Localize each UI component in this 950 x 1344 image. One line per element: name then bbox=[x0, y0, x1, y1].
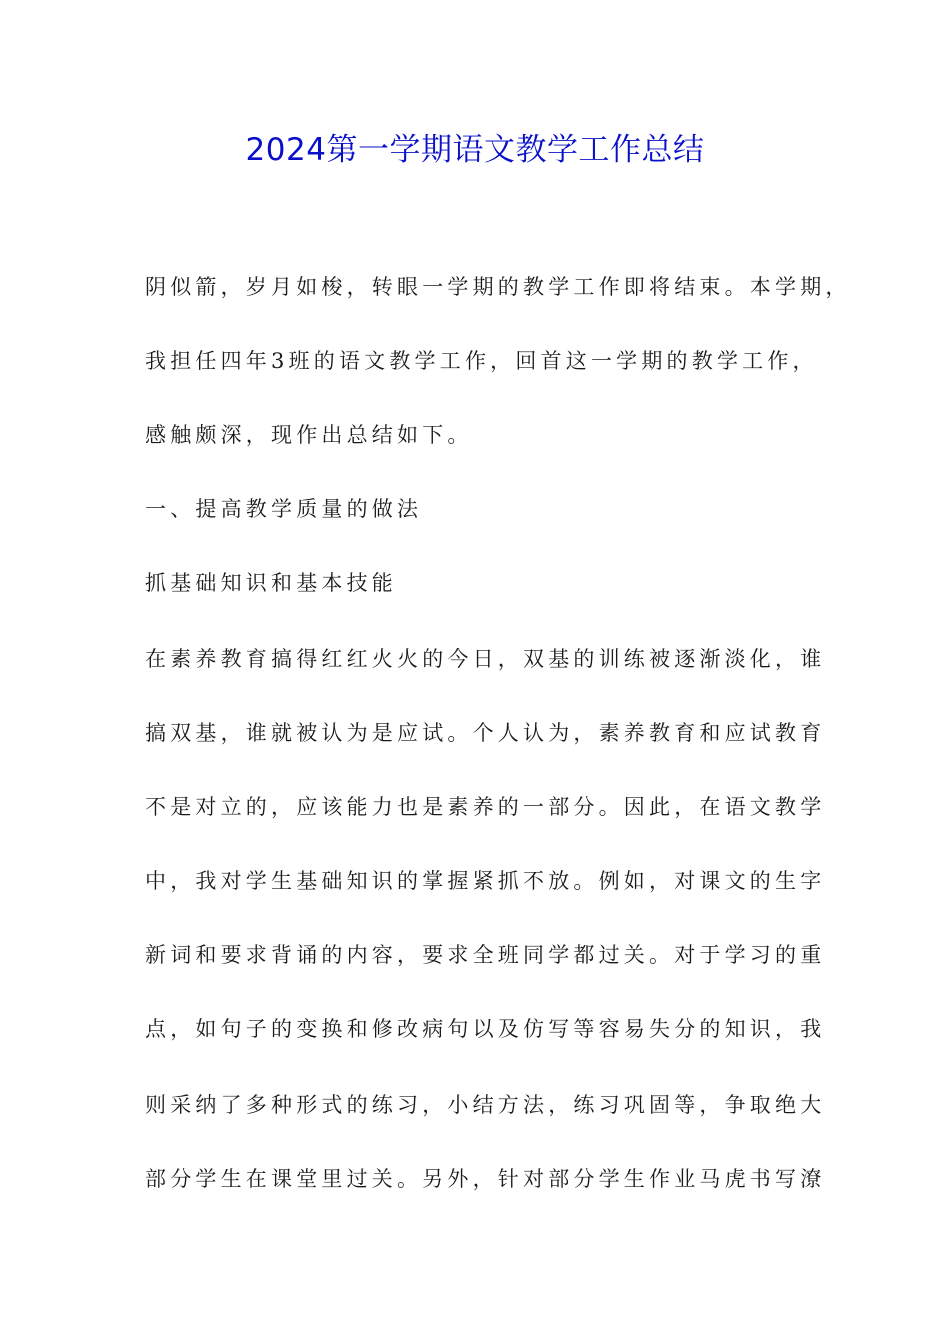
paragraph-line: 搞双基，谁就被认为是应试。个人认为，素养教育和应试教育 bbox=[145, 721, 826, 745]
paragraph-line: 在素养教育搞得红红火火的今日，双基的训练被逐渐淡化，谁 bbox=[145, 647, 826, 671]
paragraph-line: 中，我对学生基础知识的掌握紧抓不放。例如，对课文的生字 bbox=[145, 869, 826, 893]
paragraph-line: 部分学生在课堂里过关。另外，针对部分学生作业马虎书写潦 bbox=[145, 1167, 826, 1191]
section-heading: 一、提高教学质量的做法 bbox=[145, 497, 423, 521]
paragraph-line: 不是对立的，应该能力也是素养的一部分。因此，在语文教学 bbox=[145, 795, 826, 819]
paragraph-line: 新词和要求背诵的内容，要求全班同学都过关。对于学习的重 bbox=[145, 943, 826, 967]
paragraph-line: 我担任四年3班的语文教学工作，回首这一学期的教学工作， bbox=[145, 349, 818, 373]
subsection-heading: 抓基础知识和基本技能 bbox=[145, 571, 397, 595]
paragraph-line: 则采纳了多种形式的练习，小结方法，练习巩固等，争取绝大 bbox=[145, 1093, 826, 1117]
paragraph-line: 感触颇深，现作出总结如下。 bbox=[145, 423, 473, 447]
paragraph-line: 点，如句子的变换和修改病句以及仿写等容易失分的知识，我 bbox=[145, 1017, 826, 1041]
document-title: 2024第一学期语文教学工作总结 bbox=[245, 132, 705, 168]
paragraph-line: 阴似箭，岁月如梭，转眼一学期的教学工作即将结束。本学期， bbox=[145, 275, 851, 299]
